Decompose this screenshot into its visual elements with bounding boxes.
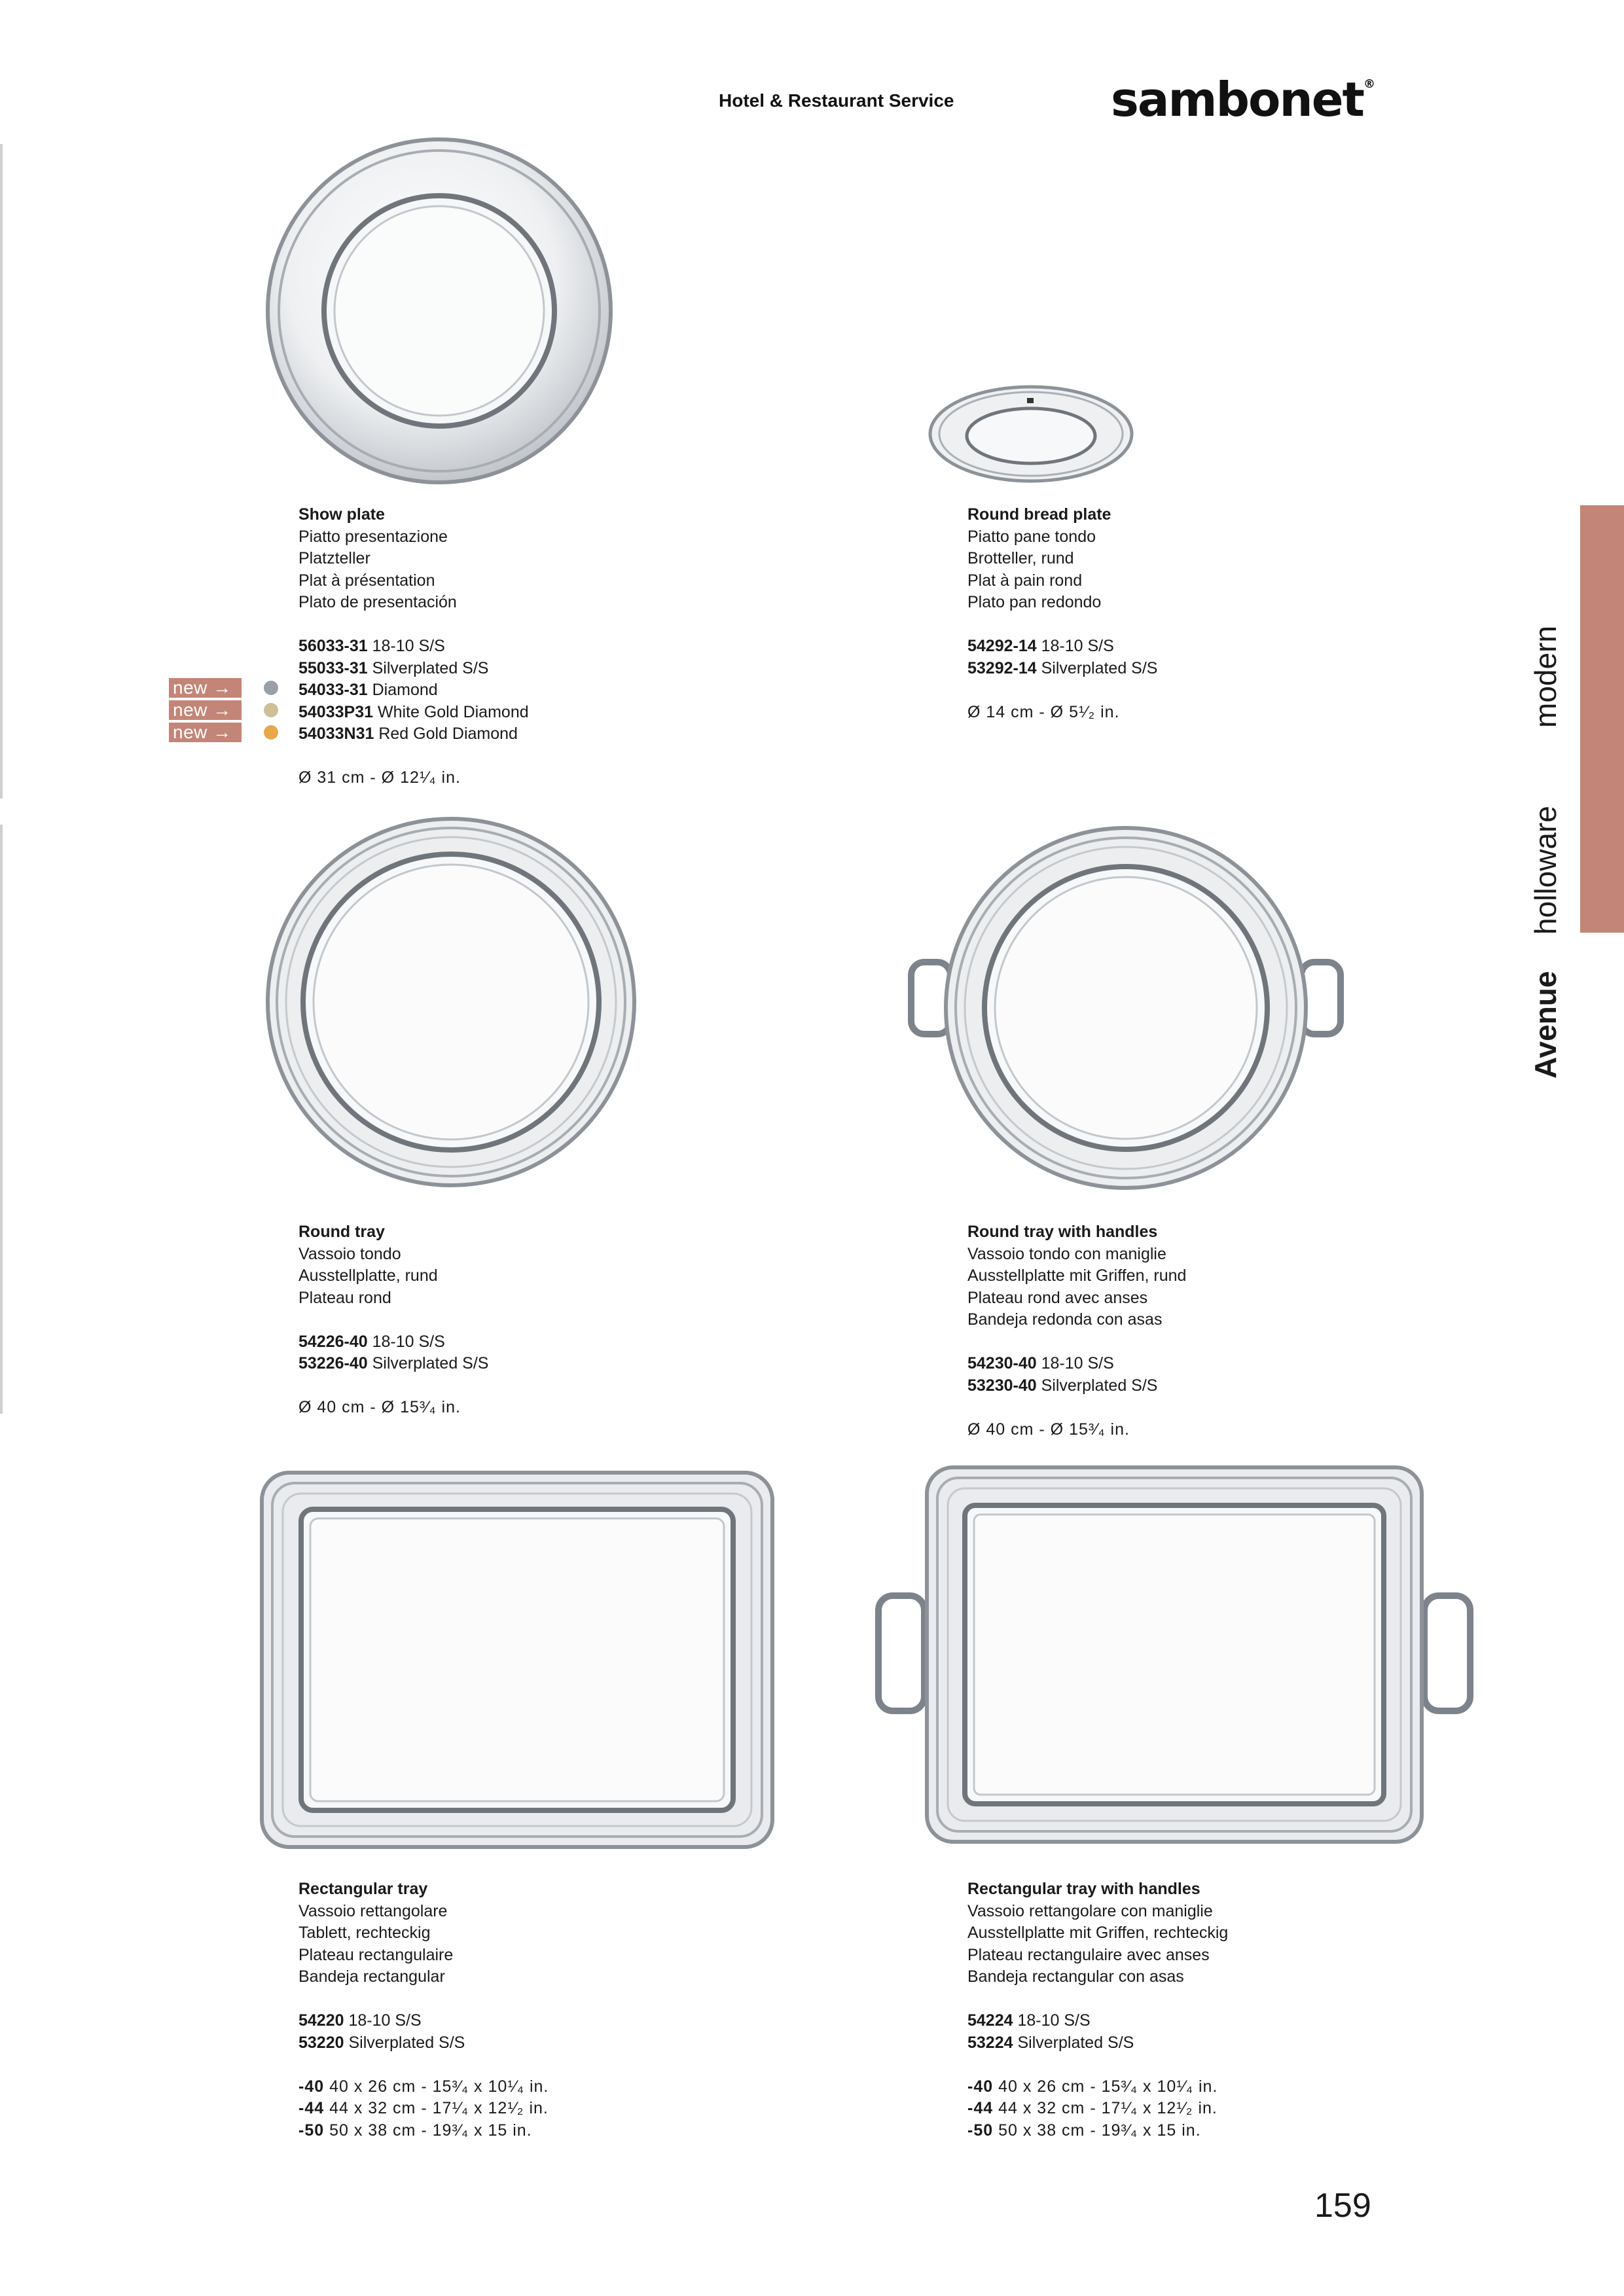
show-plate-name-it: Piatto presentazione (298, 527, 448, 546)
rect-tray-info (298, 1878, 549, 2142)
brand-registered-mark: ® (1363, 77, 1374, 91)
round-bread-plate-drawing (924, 378, 1138, 487)
show-plate-name-es: Plato de presentación (298, 593, 457, 611)
round-bread-plate-dimensions: Ø 14 cm - Ø 5¹⁄₂ in. (967, 702, 1120, 721)
product-code: 53226-40 (298, 1354, 368, 1372)
product-code: 53224 (967, 2033, 1013, 2052)
side-label-collection: Avenue (1528, 971, 1562, 1079)
product-material: White Gold Diamond (377, 702, 529, 721)
left-edge-line-top (0, 144, 3, 798)
rect-tray-handles-image (868, 1458, 1481, 1851)
page-number: 159 (1314, 2187, 1371, 2225)
product-code: 53292-14 (967, 658, 1037, 677)
header-service-title: Hotel & Restaurant Service (719, 90, 954, 111)
product-material: 18-10 S/S (1041, 637, 1114, 655)
size-suffix: -44 (298, 2099, 325, 2117)
size-desc: 44 x 32 cm - 17¹⁄₄ x 12¹⁄₂ in. (329, 2099, 549, 2117)
size-desc: 40 x 26 cm - 15³⁄₄ x 10¹⁄₄ in. (998, 2077, 1218, 2096)
round-tray-code-row (298, 1353, 488, 1375)
round-bread-plate-code-row (967, 658, 1157, 680)
round-tray-handles-dimensions: Ø 40 cm - Ø 15³⁄₄ in. (967, 1420, 1130, 1439)
show-plate-info (298, 504, 529, 789)
rect-tray-size-row (298, 2120, 549, 2142)
round-tray-dimensions: Ø 40 cm - Ø 15³⁄₄ in. (298, 1398, 461, 1416)
round-tray-image (257, 814, 645, 1190)
rect-tray-name-de: Tablett, rechteckig (298, 1924, 431, 1942)
round-tray-code-row (298, 1331, 488, 1354)
round-bread-plate-name-fr: Plat à pain rond (967, 571, 1083, 590)
round-bread-plate-code-row (967, 636, 1157, 658)
product-code: 54230-40 (967, 1354, 1037, 1372)
product-code: 54292-14 (967, 637, 1037, 655)
round-tray-handles-info (967, 1221, 1186, 1441)
product-code: 54033N31 (298, 725, 374, 743)
product-code: 53220 (298, 2033, 344, 2052)
rect-tray-image (253, 1463, 782, 1856)
product-material: 18-10 S/S (372, 1332, 445, 1351)
show-plate-code-row (298, 636, 529, 658)
rect-tray-handles-name-fr: Plateau rectangulaire avec anses (967, 1945, 1210, 1964)
size-desc: 50 x 38 cm - 19³⁄₄ x 15 in. (329, 2121, 532, 2140)
round-tray-name-it: Vassoio tondo (298, 1244, 401, 1263)
size-suffix: -40 (298, 2077, 325, 2096)
rect-tray-code-row (298, 2010, 549, 2032)
finish-dot-white-gold (264, 703, 278, 717)
rect-tray-name-it: Vassoio rettangolare (298, 1901, 448, 1920)
show-plate-code-row (298, 658, 529, 680)
product-code: 54224 (967, 2011, 1013, 2030)
round-bread-plate-name-es: Plato pan redondo (967, 593, 1102, 611)
show-plate-code-row (298, 702, 529, 724)
show-plate-code-row (298, 723, 529, 745)
product-material: Diamond (372, 681, 438, 699)
product-code: 56033-31 (298, 637, 368, 655)
product-material: 18-10 S/S (372, 637, 445, 655)
product-code: 55033-31 (298, 658, 368, 677)
rect-tray-handles-name-de: Ausstellplatte mit Griffen, rechteckig (967, 1924, 1229, 1942)
size-suffix: -40 (967, 2077, 994, 2096)
rect-tray-handles-name-it: Vassoio rettangolare con maniglie (967, 1901, 1213, 1920)
size-suffix: -50 (967, 2121, 994, 2140)
product-material: Silverplated S/S (372, 1354, 489, 1372)
product-code: 53230-40 (967, 1376, 1037, 1395)
round-tray-handles-name-it: Vassoio tondo con maniglie (967, 1244, 1166, 1263)
rect-tray-code-row (298, 2032, 549, 2054)
product-material: Silverplated S/S (1041, 1376, 1158, 1395)
rect-tray-handles-title: Rectangular tray with handles (967, 1880, 1200, 1898)
round-tray-name-de: Ausstellplatte, rund (298, 1266, 438, 1285)
product-code: 54220 (298, 2011, 344, 2030)
round-tray-info (298, 1221, 488, 1419)
product-code: 54033-31 (298, 681, 368, 699)
show-plate-image (257, 135, 622, 487)
show-plate-drawing (257, 135, 622, 487)
show-plate-dimensions: Ø 31 cm - Ø 12¹⁄₄ in. (298, 768, 461, 787)
product-material: Red Gold Diamond (378, 725, 518, 743)
size-desc: 40 x 26 cm - 15³⁄₄ x 10¹⁄₄ in. (329, 2077, 549, 2096)
round-tray-handles-code-row (967, 1375, 1186, 1397)
round-bread-plate-name-it: Piatto pane tondo (967, 527, 1096, 546)
product-code: 54033P31 (298, 702, 374, 721)
show-plate-code-row (298, 679, 529, 702)
finish-dot-red-gold (264, 725, 278, 740)
size-desc: 50 x 38 cm - 19³⁄₄ x 15 in. (998, 2121, 1201, 2140)
product-material: Silverplated S/S (372, 658, 489, 677)
size-suffix: -44 (967, 2099, 994, 2117)
round-tray-handles-name-es: Bandeja redonda con asas (967, 1310, 1163, 1329)
rect-tray-size-row (298, 2098, 549, 2120)
round-tray-title: Round tray (298, 1223, 385, 1241)
rect-tray-handles-drawing (868, 1458, 1481, 1851)
show-plate-name-fr: Plat à présentation (298, 571, 435, 590)
new-badge: new → (169, 678, 242, 698)
size-desc: 44 x 32 cm - 17¹⁄₄ x 12¹⁄₂ in. (998, 2099, 1218, 2117)
rect-tray-handles-size-row (967, 2120, 1228, 2142)
rect-tray-size-row (298, 2076, 549, 2098)
rect-tray-name-fr: Plateau rectangulaire (298, 1945, 454, 1964)
brand-logo (1111, 72, 1374, 127)
product-material: Silverplated S/S (1041, 658, 1158, 677)
rect-tray-handles-size-row (967, 2076, 1228, 2098)
size-suffix: -50 (298, 2121, 325, 2140)
rect-tray-drawing (253, 1463, 782, 1856)
side-label-category: modern (1528, 626, 1562, 728)
product-material: 18-10 S/S (348, 2011, 422, 2030)
show-plate-name-de: Platzteller (298, 549, 370, 567)
product-material: 18-10 S/S (1017, 2011, 1091, 2030)
show-plate-title: Show plate (298, 505, 385, 524)
round-tray-handles-name-fr: Plateau rond avec anses (967, 1288, 1148, 1307)
product-code: 54226-40 (298, 1332, 368, 1351)
rect-tray-handles-info (967, 1878, 1228, 2142)
rect-tray-handles-code-row (967, 2032, 1228, 2054)
rect-tray-handles-size-row (967, 2098, 1228, 2120)
product-material: 18-10 S/S (1041, 1354, 1114, 1372)
side-label-type: holloware (1528, 806, 1562, 935)
round-tray-name-fr: Plateau rond (298, 1288, 391, 1307)
round-tray-handles-drawing (903, 818, 1348, 1199)
rect-tray-handles-code-row (967, 2010, 1228, 2032)
round-tray-handles-image (903, 818, 1348, 1199)
brand-wordmark: sambonet (1111, 72, 1363, 127)
rect-tray-name-es: Bandeja rectangular (298, 1967, 445, 1986)
product-material: Silverplated S/S (1017, 2033, 1134, 2052)
side-tab-accent (1580, 505, 1624, 933)
round-bread-plate-image (924, 378, 1138, 487)
rect-tray-handles-name-es: Bandeja rectangular con asas (967, 1967, 1184, 1986)
round-bread-plate-info (967, 504, 1157, 723)
round-tray-handles-code-row (967, 1353, 1186, 1375)
rect-tray-title: Rectangular tray (298, 1880, 428, 1898)
round-tray-drawing (257, 814, 645, 1190)
new-badge: new → (169, 723, 242, 742)
round-tray-handles-title: Round tray with handles (967, 1223, 1158, 1241)
round-tray-handles-name-de: Ausstellplatte mit Griffen, rund (967, 1266, 1187, 1285)
round-bread-plate-name-de: Brotteller, rund (967, 549, 1074, 567)
round-bread-plate-title: Round bread plate (967, 505, 1111, 524)
finish-dot-diamond (264, 681, 278, 695)
new-badge: new → (169, 700, 242, 720)
left-edge-line-bottom (0, 825, 3, 1414)
product-material: Silverplated S/S (348, 2033, 465, 2052)
